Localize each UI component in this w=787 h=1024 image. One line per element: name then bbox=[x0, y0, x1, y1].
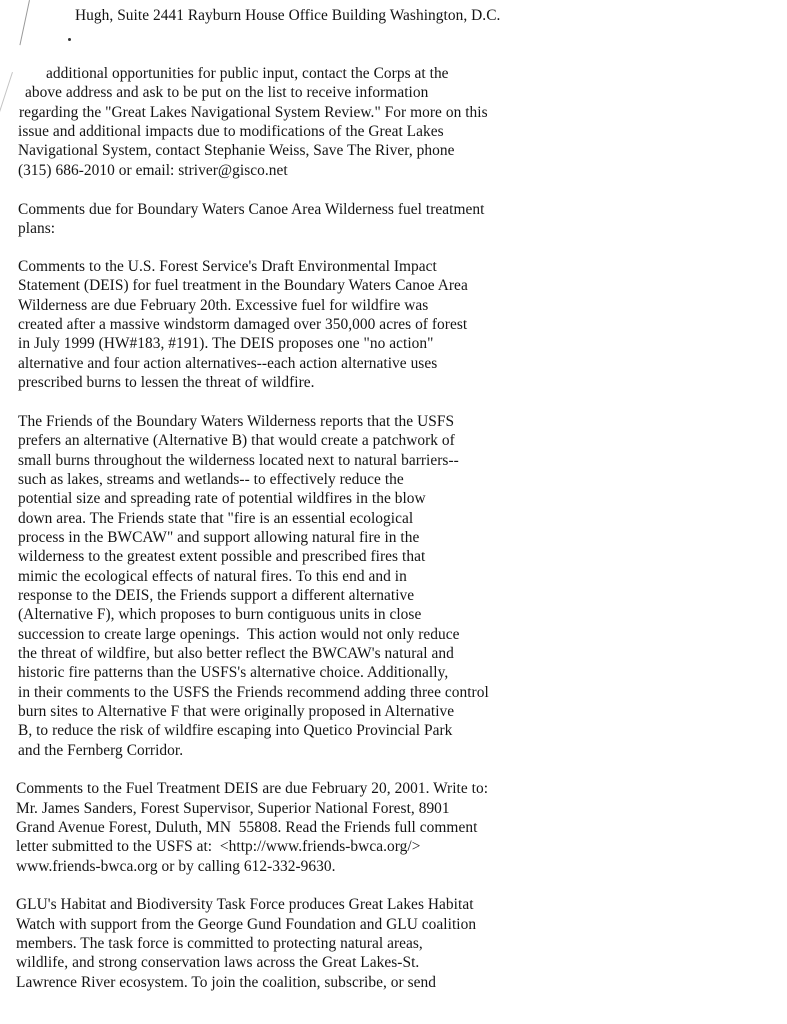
text-line: Navigational System, contact Stephanie Weiss, Save The River, phone bbox=[18, 142, 455, 159]
text-line: mimic the ecological effects of natural fires. To this end and in bbox=[18, 568, 407, 585]
text-line: B, to reduce the risk of wildfire escaping into Quetico Provincial Park bbox=[18, 722, 453, 739]
text-line: in their comments to the USFS the Friends recommend adding three control bbox=[18, 684, 489, 701]
scan-fold-line bbox=[19, 0, 30, 45]
text-line: regarding the "Great Lakes Navigational System Review." For more on this bbox=[19, 104, 488, 121]
text-line: prescribed burns to lessen the threat of wildfire. bbox=[18, 374, 315, 391]
text-line: letter submitted to the USFS at: <http://www.friends-bwca.org/> bbox=[16, 838, 421, 855]
scan-dot bbox=[68, 38, 71, 41]
text-line: wilderness to the greatest extent possible and prescribed fires that bbox=[18, 548, 426, 565]
text-line: issue and additional impacts due to modifications of the Great Lakes bbox=[18, 123, 444, 140]
text-line: plans: bbox=[18, 220, 56, 237]
text-line: potential size and spreading rate of potential wildfires in the blow bbox=[18, 490, 426, 507]
text-line: (315) 686-2010 or email: striver@gisco.net bbox=[18, 162, 288, 179]
scan-fold-line-lower bbox=[0, 72, 13, 129]
text-line: above address and ask to be put on the list to receive information bbox=[25, 84, 429, 101]
text-line: response to the DEIS, the Friends support a different alternative bbox=[18, 587, 415, 604]
text-line: the threat of wildfire, but also better reflect the BWCAW's natural and bbox=[18, 645, 454, 662]
text-line: wildlife, and strong conservation laws across the Great Lakes-St. bbox=[16, 954, 420, 971]
text-line: Lawrence River ecosystem. To join the coalition, subscribe, or send bbox=[16, 974, 436, 991]
text-line: succession to create large openings. This action would not only reduce bbox=[18, 626, 460, 643]
text-line: Watch with support from the George Gund Foundation and GLU coalition bbox=[16, 916, 477, 933]
text-line: GLU's Habitat and Biodiversity Task Force produces Great Lakes Habitat bbox=[16, 896, 474, 913]
text-line: prefers an alternative (Alternative B) that would create a patchwork of bbox=[18, 432, 455, 449]
text-line: alternative and four action alternatives--each action alternative uses bbox=[18, 355, 438, 372]
text-line: Statement (DEIS) for fuel treatment in the Boundary Waters Canoe Area bbox=[18, 277, 468, 294]
text-line: The Friends of the Boundary Waters Wilderness reports that the USFS bbox=[18, 413, 455, 430]
text-line: down area. The Friends state that "fire is an essential ecological bbox=[18, 510, 414, 527]
text-line: created after a massive windstorm damaged over 350,000 acres of forest bbox=[18, 316, 468, 333]
text-line: such as lakes, streams and wetlands-- to effectively reduce the bbox=[18, 471, 404, 488]
text-line: Grand Avenue Forest, Duluth, MN 55808. Read the Friends full comment bbox=[16, 819, 478, 836]
text-line: process in the BWCAW" and support allowing natural fire in the bbox=[18, 529, 420, 546]
text-line: Comments due for Boundary Waters Canoe Area Wilderness fuel treatment bbox=[18, 201, 485, 218]
text-line: Wilderness are due February 20th. Excessive fuel for wildfire was bbox=[18, 297, 429, 314]
text-line: small burns throughout the wilderness located next to natural barriers-- bbox=[18, 452, 459, 469]
text-line: additional opportunities for public input, contact the Corps at the bbox=[46, 65, 449, 82]
text-line: and the Fernberg Corridor. bbox=[18, 742, 184, 759]
text-line: Mr. James Sanders, Forest Supervisor, Superior National Forest, 8901 bbox=[16, 800, 450, 817]
text-line: www.friends-bwca.org or by calling 612-332-9630. bbox=[16, 858, 336, 875]
text-line: historic fire patterns than the USFS's alternative choice. Additionally, bbox=[18, 664, 449, 681]
text-line: burn sites to Alternative F that were originally proposed in Alternative bbox=[18, 703, 455, 720]
header-address-line: Hugh, Suite 2441 Rayburn House Office Building Washington, D.C. bbox=[75, 7, 501, 24]
text-line: in July 1999 (HW#183, #191). The DEIS proposes one "no action" bbox=[18, 335, 434, 352]
text-line: Comments to the U.S. Forest Service's Draft Environmental Impact bbox=[18, 258, 437, 275]
text-line: members. The task force is committed to protecting natural areas, bbox=[16, 935, 423, 952]
text-line: (Alternative F), which proposes to burn contiguous units in close bbox=[18, 606, 422, 623]
text-line: Comments to the Fuel Treatment DEIS are due February 20, 2001. Write to: bbox=[16, 780, 489, 797]
